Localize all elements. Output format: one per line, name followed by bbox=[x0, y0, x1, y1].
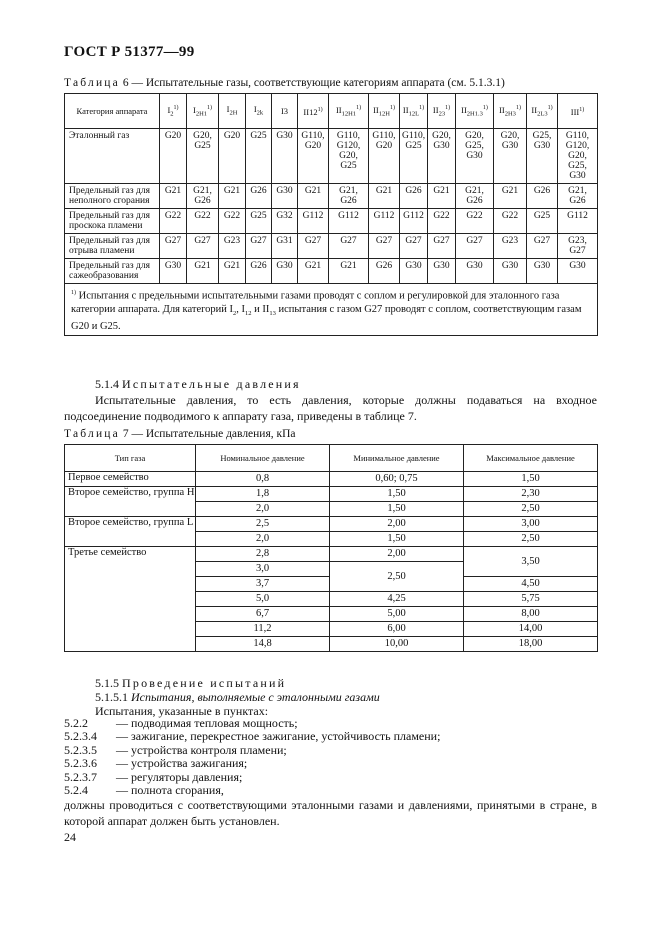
gas-cell: G110, G20 bbox=[369, 129, 400, 184]
gas-cell: G110, G20 bbox=[298, 129, 329, 184]
table7 bbox=[64, 444, 598, 652]
nominal-pressure: 3,0 bbox=[196, 562, 330, 577]
table6-caption-label: Таблица bbox=[64, 77, 120, 89]
gas-cell: G20, G30 bbox=[494, 129, 527, 184]
section-514-heading bbox=[95, 376, 301, 392]
item-text: — устройства контроля пламени; bbox=[116, 742, 287, 757]
gas-cell: G30 bbox=[494, 259, 527, 284]
gas-cell: G25 bbox=[246, 129, 272, 184]
gas-cell: G26 bbox=[400, 184, 428, 209]
nominal-pressure: 2,5 bbox=[196, 517, 330, 532]
col-header: $II_{12H}^{1)}$ bbox=[369, 94, 400, 129]
gas-cell: G20 bbox=[160, 129, 187, 184]
nominal-pressure: 14,8 bbox=[196, 637, 330, 652]
row-label: Предельный газ для неполного сгорания bbox=[65, 184, 160, 209]
gas-cell: G23 bbox=[494, 234, 527, 259]
section-number: 5.1.5.1 bbox=[95, 690, 128, 704]
gas-cell: G21, G26 bbox=[329, 184, 369, 209]
min-pressure: 1,50 bbox=[330, 532, 464, 547]
gas-cell: G112 bbox=[298, 209, 329, 234]
gas-cell: G112 bbox=[558, 209, 598, 234]
col-header: $I_{2k}$ bbox=[246, 94, 272, 129]
section-title: Испытательные давления bbox=[122, 377, 301, 391]
max-pressure: 5,75 bbox=[464, 592, 598, 607]
gas-cell: G27 bbox=[456, 234, 494, 259]
gas-cell: G31 bbox=[272, 234, 298, 259]
min-pressure: 0,60; 0,75 bbox=[330, 472, 464, 487]
gas-cell: G26 bbox=[369, 259, 400, 284]
gas-cell: G23 bbox=[219, 234, 246, 259]
table-row bbox=[65, 234, 598, 259]
gas-cell: G27 bbox=[187, 234, 219, 259]
section-number: 5.1.5 bbox=[95, 676, 119, 690]
gas-cell: G22 bbox=[219, 209, 246, 234]
min-pressure: 6,00 bbox=[330, 622, 464, 637]
min-pressure: 1,50 bbox=[330, 502, 464, 517]
min-pressure: 4,25 bbox=[330, 592, 464, 607]
gas-cell: G25 bbox=[246, 209, 272, 234]
gas-family: Первое семейство bbox=[65, 472, 196, 487]
gas-cell: G26 bbox=[527, 184, 558, 209]
col-header: $I_{2H}$ bbox=[219, 94, 246, 129]
list-item bbox=[64, 744, 604, 757]
item-number: 5.2.3.4 bbox=[64, 729, 97, 744]
gas-cell: G27 bbox=[400, 234, 428, 259]
gas-cell: G22 bbox=[494, 209, 527, 234]
gas-cell: G110, G120, G20, G25, G30 bbox=[558, 129, 598, 184]
gas-cell: G21 bbox=[369, 184, 400, 209]
gas-cell: G30 bbox=[428, 259, 456, 284]
gas-cell: G25, G30 bbox=[527, 129, 558, 184]
item-text: — зажигание, перекрестное зажигание, устойчивость пламени; bbox=[116, 729, 441, 744]
nominal-pressure: 6,7 bbox=[196, 607, 330, 622]
gas-cell: G20, G30 bbox=[428, 129, 456, 184]
table7-caption-label: Таблица bbox=[64, 428, 120, 440]
gas-cell: G30 bbox=[160, 259, 187, 284]
gas-cell: G110, G120, G20, G25 bbox=[329, 129, 369, 184]
nominal-pressure: 0,8 bbox=[196, 472, 330, 487]
list-item bbox=[64, 771, 604, 784]
col-header: Номинальное давление bbox=[196, 445, 330, 472]
gas-cell: G20, G25, G30 bbox=[456, 129, 494, 184]
gas-cell: G27 bbox=[527, 234, 558, 259]
nominal-pressure: 2,8 bbox=[196, 547, 330, 562]
nominal-pressure: 3,7 bbox=[196, 577, 330, 592]
row-label: Предельный газ для сажеобразования bbox=[65, 259, 160, 284]
gas-cell: G26 bbox=[246, 259, 272, 284]
col-header: $I_{2H1}^{1)}$ bbox=[187, 94, 219, 129]
col-header: II12$^{1)}$ bbox=[298, 94, 329, 129]
table-row bbox=[65, 517, 598, 532]
list-item bbox=[64, 757, 604, 770]
gas-cell: G27 bbox=[369, 234, 400, 259]
gas-family: Второе семейство, группа Н bbox=[65, 487, 196, 517]
col-header: $I_2^{1)}$ bbox=[160, 94, 187, 129]
table-row bbox=[65, 129, 598, 184]
gas-cell: G26 bbox=[246, 184, 272, 209]
gas-cell: G22 bbox=[187, 209, 219, 234]
item-text: — полнота сгорания, bbox=[116, 783, 224, 798]
gas-cell: G23, G27 bbox=[558, 234, 598, 259]
nominal-pressure: 5,0 bbox=[196, 592, 330, 607]
col-header: $II_{23}^{1)}$ bbox=[428, 94, 456, 129]
table-row bbox=[65, 259, 598, 284]
col-header: Максимальное давление bbox=[464, 445, 598, 472]
table6-footnote bbox=[65, 284, 598, 336]
gas-family: Второе семейство, группа L bbox=[65, 517, 196, 547]
section-5151-intro: Испытания, указанные в пунктах: bbox=[95, 704, 269, 718]
item-number: 5.2.3.7 bbox=[64, 769, 97, 784]
max-pressure: 4,50 bbox=[464, 577, 598, 592]
gas-cell: G21 bbox=[298, 259, 329, 284]
item-number: 5.2.3.5 bbox=[64, 742, 97, 757]
col-header: Тип газа bbox=[65, 445, 196, 472]
gas-cell: G21 bbox=[219, 184, 246, 209]
table6 bbox=[64, 93, 598, 336]
row-label: Предельный газ для отрыва пламени bbox=[65, 234, 160, 259]
table6-header-row bbox=[65, 94, 598, 129]
max-pressure: 3,50 bbox=[464, 547, 598, 577]
max-pressure: 2,30 bbox=[464, 487, 598, 502]
gas-cell: G30 bbox=[272, 259, 298, 284]
gas-cell: G20, G25 bbox=[187, 129, 219, 184]
item-text: — подводимая тепловая мощность; bbox=[116, 716, 298, 730]
gas-cell: G21 bbox=[187, 259, 219, 284]
table6-footnote-row bbox=[65, 284, 598, 336]
min-pressure: 2,50 bbox=[330, 562, 464, 592]
footnote-text: и II bbox=[251, 303, 270, 315]
gas-cell: G22 bbox=[456, 209, 494, 234]
gas-cell: G27 bbox=[428, 234, 456, 259]
gas-cell: G27 bbox=[329, 234, 369, 259]
footnote-sub: 2 bbox=[233, 309, 237, 317]
footnote-mark: 1) bbox=[71, 290, 76, 296]
item-number: 5.2.2 bbox=[64, 716, 88, 730]
footnote-text: , I bbox=[236, 303, 246, 315]
max-pressure: 18,00 bbox=[464, 637, 598, 652]
col-header: I3 bbox=[272, 94, 298, 129]
gas-cell: G21, G26 bbox=[558, 184, 598, 209]
table7-caption-text: 7 — Испытательные давления, кПа bbox=[122, 428, 296, 440]
gas-cell: G112 bbox=[329, 209, 369, 234]
max-pressure: 2,50 bbox=[464, 532, 598, 547]
gas-cell: G30 bbox=[527, 259, 558, 284]
max-pressure: 8,00 bbox=[464, 607, 598, 622]
page-number: 24 bbox=[64, 830, 76, 844]
nominal-pressure: 1,8 bbox=[196, 487, 330, 502]
gas-cell: G30 bbox=[400, 259, 428, 284]
min-pressure: 5,00 bbox=[330, 607, 464, 622]
gas-family: Третье семейство bbox=[65, 547, 196, 652]
row-label: Предельный газ для проскока пламени bbox=[65, 209, 160, 234]
gas-cell: G21 bbox=[219, 259, 246, 284]
item-text: — устройства зажигания; bbox=[116, 756, 248, 771]
footnote-sub: 12 bbox=[245, 309, 252, 317]
list-item bbox=[64, 784, 604, 797]
item-text: — регуляторы давления; bbox=[116, 769, 243, 784]
gas-cell: G32 bbox=[272, 209, 298, 234]
gas-cell: G27 bbox=[298, 234, 329, 259]
max-pressure: 1,50 bbox=[464, 472, 598, 487]
gas-cell: G21 bbox=[160, 184, 187, 209]
row-label: Эталонный газ bbox=[65, 129, 160, 184]
gas-cell: G21 bbox=[329, 259, 369, 284]
min-pressure: 2,00 bbox=[330, 517, 464, 532]
nominal-pressure: 11,2 bbox=[196, 622, 330, 637]
gas-cell: G110, G25 bbox=[400, 129, 428, 184]
gas-cell: G21, G26 bbox=[187, 184, 219, 209]
gas-cell: G21, G26 bbox=[456, 184, 494, 209]
table6-col-category: Категория аппарата bbox=[65, 94, 160, 129]
max-pressure: 3,00 bbox=[464, 517, 598, 532]
gas-cell: G20 bbox=[219, 129, 246, 184]
section-number: 5.1.4 bbox=[95, 377, 119, 391]
table7-header-row bbox=[65, 445, 598, 472]
footnote-text: Испытания с предельными испытательными газами проводят с соплом и регулировкой для эталонного газа категории аппарата. Для категорий I bbox=[71, 290, 560, 315]
nominal-pressure: 2,0 bbox=[196, 502, 330, 517]
footnote-text: испытания с газом G27 проводят с соплом, соответствующим газам G20 и G25. bbox=[71, 303, 582, 332]
gas-cell: G27 bbox=[246, 234, 272, 259]
table6-caption bbox=[64, 77, 505, 89]
min-pressure: 10,00 bbox=[330, 637, 464, 652]
gas-cell: G112 bbox=[400, 209, 428, 234]
gas-cell: G30 bbox=[558, 259, 598, 284]
table-row bbox=[65, 184, 598, 209]
col-header: $II_{12H1}^{1)}$ bbox=[329, 94, 369, 129]
list-item bbox=[64, 717, 604, 730]
gas-cell: G25 bbox=[527, 209, 558, 234]
section-5151-closing: должны проводиться с соответствующими эталонными газами и давлениями, принятыми в стране, в которой аппарат должен быть установлен. bbox=[64, 798, 597, 828]
section-title: Проведение испытаний bbox=[122, 676, 287, 690]
gas-cell: G112 bbox=[369, 209, 400, 234]
gas-cell: G30 bbox=[272, 184, 298, 209]
min-pressure: 2,00 bbox=[330, 547, 464, 562]
min-pressure: 1,50 bbox=[330, 487, 464, 502]
gas-cell: G27 bbox=[160, 234, 187, 259]
test-items-list bbox=[64, 717, 604, 797]
item-number: 5.2.4 bbox=[64, 783, 88, 798]
max-pressure: 14,00 bbox=[464, 622, 598, 637]
gas-cell: G21 bbox=[428, 184, 456, 209]
document-header: ГОСТ Р 51377—99 bbox=[64, 44, 195, 60]
col-header: $II_{12L}^{1)}$ bbox=[400, 94, 428, 129]
col-header: $II_{2L3}^{1)}$ bbox=[527, 94, 558, 129]
list-item bbox=[64, 730, 604, 743]
section-title: Испытания, выполняемые с эталонными газами bbox=[131, 690, 380, 704]
col-header: $II_{2H3}^{1)}$ bbox=[494, 94, 527, 129]
section-514-text: Испытательные давления, то есть давления, которые должны подаваться на входное подсоединение подводимого к аппарату газа, приведены в таблице 7. bbox=[64, 393, 597, 423]
table-row bbox=[65, 487, 598, 502]
item-number: 5.2.3.6 bbox=[64, 756, 97, 771]
table6-caption-text: 6 — Испытательные газы, соответствующие категориям аппарата (см. 5.1.3.1) bbox=[122, 77, 505, 89]
footnote-sub: 13 bbox=[269, 309, 276, 317]
gas-cell: G30 bbox=[456, 259, 494, 284]
gas-cell: G22 bbox=[428, 209, 456, 234]
gas-cell: G22 bbox=[160, 209, 187, 234]
gas-cell: G21 bbox=[494, 184, 527, 209]
col-header: Минимальное давление bbox=[330, 445, 464, 472]
nominal-pressure: 2,0 bbox=[196, 532, 330, 547]
max-pressure: 2,50 bbox=[464, 502, 598, 517]
table-row bbox=[65, 547, 598, 562]
col-header: $II_{2H1.3}^{1)}$ bbox=[456, 94, 494, 129]
table-row bbox=[65, 209, 598, 234]
gas-cell: G30 bbox=[272, 129, 298, 184]
gas-cell: G21 bbox=[298, 184, 329, 209]
table-row bbox=[65, 472, 598, 487]
col-header: III$^{1)}$ bbox=[558, 94, 598, 129]
table7-caption bbox=[64, 428, 296, 440]
